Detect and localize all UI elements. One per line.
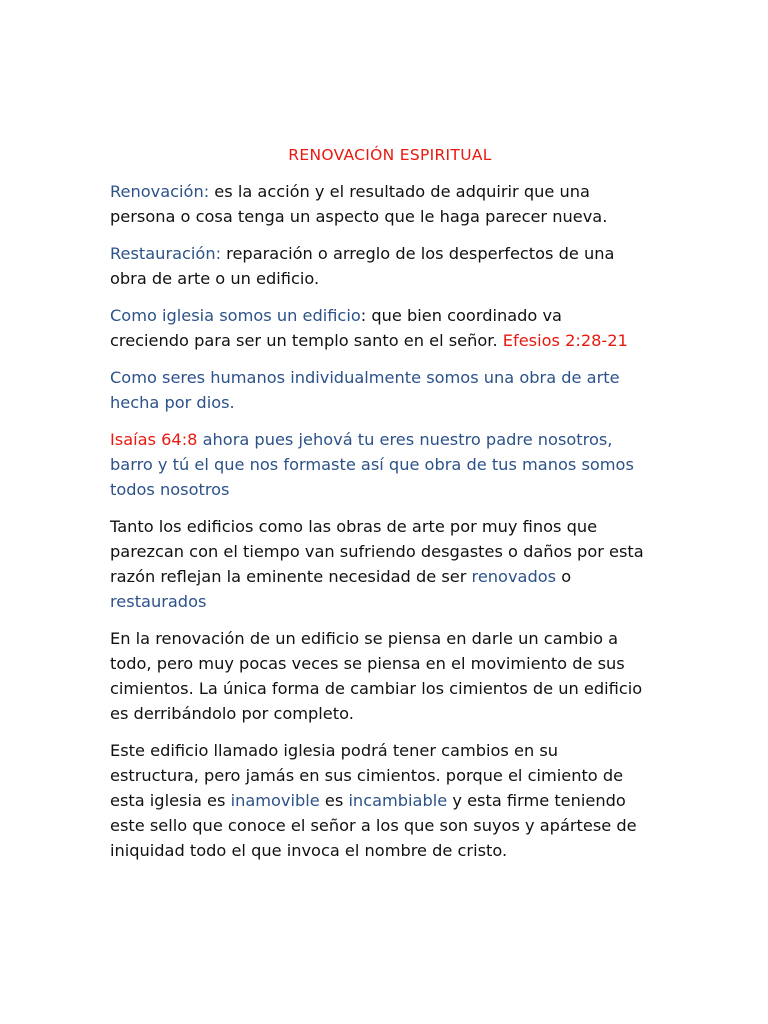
text: reparación o arreglo de los desperfectos de una (221, 244, 615, 263)
paragraph-desgastes (110, 514, 670, 614)
line: estructura, pero jamás en sus cimientos. porque el cimiento de (110, 766, 624, 785)
text: razón reflejan la eminente necesidad de ser (110, 567, 472, 586)
word-restaurados: restaurados (110, 592, 207, 611)
reference-isaias: Isaías 64:8 (110, 430, 198, 449)
line: iniquidad todo el que invoca el nombre de cristo. (110, 841, 508, 860)
line: cimientos. La única forma de cambiar los cimientos de un edificio (110, 679, 643, 698)
line: obra de arte o un edificio. (110, 269, 320, 288)
paragraph-renovacion (110, 179, 670, 229)
line (110, 241, 670, 266)
text: y esta firme teniendo (447, 791, 626, 810)
line: parezcan con el tiempo van sufriendo desgastes o daños por esta (110, 542, 644, 561)
paragraph-isaias (110, 427, 670, 502)
word-inamovible: inamovible (230, 791, 320, 810)
text: : que bien coordinado va (360, 306, 562, 325)
paragraph-cimientos (110, 626, 670, 726)
line: En la renovación de un edificio se piensa en darle un cambio a (110, 629, 619, 648)
document-title: RENOVACIÓN ESPIRITUAL (288, 146, 492, 164)
line: Este edificio llamado iglesia podrá tener cambios en su (110, 741, 559, 760)
text: es (319, 791, 349, 810)
line (110, 788, 670, 813)
text: creciendo para ser un templo santo en el señor. (110, 331, 503, 350)
text: esta iglesia es (110, 791, 231, 810)
paragraph-iglesia-edificio (110, 303, 670, 353)
line: persona o cosa tenga un aspecto que le haga parecer nueva. (110, 207, 608, 226)
line: todos nosotros (110, 480, 230, 499)
text: es la acción y el resultado de adquirir que una (209, 182, 590, 201)
text: o (556, 567, 572, 586)
line: Como seres humanos individualmente somos una obra de arte (110, 368, 620, 387)
line (110, 303, 670, 328)
term-iglesia-edificio: Como iglesia somos un edificio (110, 306, 361, 325)
line (110, 427, 670, 452)
document-page (110, 143, 670, 875)
paragraph-iglesia-estructura (110, 738, 670, 863)
line (110, 564, 670, 589)
line: Tanto los edificios como las obras de arte por muy finos que (110, 517, 598, 536)
paragraph-restauracion (110, 241, 670, 291)
line: barro y tú el que nos formaste así que obra de tus manos somos (110, 455, 634, 474)
line: hecha por dios. (110, 393, 235, 412)
text: ahora pues jehová tu eres nuestro padre nosotros, (197, 430, 613, 449)
line: es derribándolo por completo. (110, 704, 354, 723)
word-incambiable: incambiable (348, 791, 448, 810)
line (110, 328, 670, 353)
reference-efesios: Efesios 2:28-21 (502, 331, 628, 350)
term-renovacion: Renovación: (110, 182, 210, 201)
line: este sello que conoce el señor a los que son suyos y apártese de (110, 816, 637, 835)
line: todo, pero muy pocas veces se piensa en el movimiento de sus (110, 654, 625, 673)
paragraph-obra-de-arte (110, 365, 670, 415)
line (110, 179, 670, 204)
term-restauracion: Restauración: (110, 244, 222, 263)
word-renovados: renovados (471, 567, 557, 586)
